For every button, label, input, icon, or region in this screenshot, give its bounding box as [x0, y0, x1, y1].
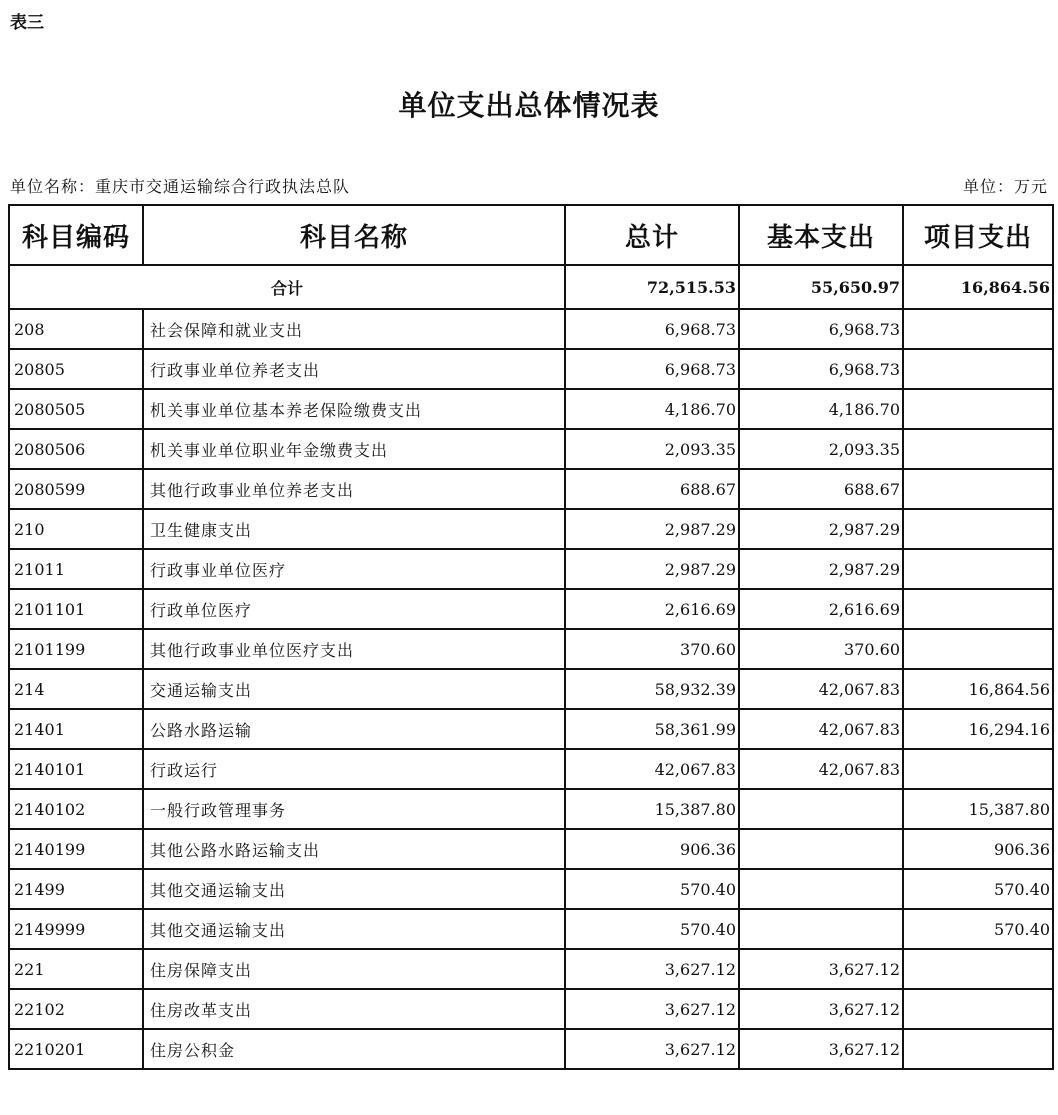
- cell-project-expenditure: 570.40: [903, 909, 1053, 949]
- unit-name-label: 单位名称：重庆市交通运输综合行政执法总队: [10, 177, 351, 196]
- cell-basic-expenditure: 370.60: [739, 629, 903, 669]
- cell-subject-code: 20805: [9, 349, 143, 389]
- cell-subject-code: 2080506: [9, 429, 143, 469]
- cell-basic-expenditure: [739, 909, 903, 949]
- cell-subject-name: 行政运行: [143, 749, 565, 789]
- cell-basic-expenditure: 3,627.12: [739, 989, 903, 1029]
- cell-subject-name: 机关事业单位基本养老保险缴费支出: [143, 389, 565, 429]
- cell-subject-code: 22102: [9, 989, 143, 1029]
- cell-subject-code: 210: [9, 509, 143, 549]
- cell-subject-code: 2140199: [9, 829, 143, 869]
- cell-basic-expenditure: 2,616.69: [739, 589, 903, 629]
- cell-subject-name: 机关事业单位职业年金缴费支出: [143, 429, 565, 469]
- cell-project-expenditure: [903, 949, 1053, 989]
- header-project-expenditure: 项目支出: [903, 205, 1053, 265]
- expenditure-table: [8, 204, 1054, 1070]
- cell-total: 3,627.12: [565, 949, 739, 989]
- table-row: [9, 709, 1053, 749]
- cell-subject-name: 一般行政管理事务: [143, 789, 565, 829]
- table-row: [9, 989, 1053, 1029]
- cell-subject-code: 2101101: [9, 589, 143, 629]
- table-row: [9, 589, 1053, 629]
- cell-total: 6,968.73: [565, 349, 739, 389]
- cell-basic-expenditure: 2,987.29: [739, 549, 903, 589]
- cell-total: 6,968.73: [565, 309, 739, 349]
- cell-project-expenditure: [903, 589, 1053, 629]
- cell-project-expenditure: 16,294.16: [903, 709, 1053, 749]
- cell-basic-expenditure: 688.67: [739, 469, 903, 509]
- cell-subject-code: 2080505: [9, 389, 143, 429]
- cell-total: 370.60: [565, 629, 739, 669]
- cell-project-expenditure: 16,864.56: [903, 669, 1053, 709]
- table-row: [9, 1029, 1053, 1069]
- cell-basic-expenditure: 42,067.83: [739, 709, 903, 749]
- total-total: 72,515.53: [565, 265, 739, 309]
- cell-total: 688.67: [565, 469, 739, 509]
- cell-project-expenditure: [903, 309, 1053, 349]
- cell-project-expenditure: [903, 989, 1053, 1029]
- total-label: 合计: [9, 265, 565, 309]
- table-row: [9, 789, 1053, 829]
- cell-subject-name: 交通运输支出: [143, 669, 565, 709]
- table-header-row: [9, 205, 1053, 265]
- page-title: 单位支出总体情况表: [398, 89, 660, 122]
- cell-subject-code: 2210201: [9, 1029, 143, 1069]
- cell-basic-expenditure: [739, 869, 903, 909]
- cell-total: 3,627.12: [565, 1029, 739, 1069]
- cell-subject-name: 其他行政事业单位养老支出: [143, 469, 565, 509]
- cell-project-expenditure: [903, 349, 1053, 389]
- header-basic-expenditure: 基本支出: [739, 205, 903, 265]
- cell-basic-expenditure: 42,067.83: [739, 669, 903, 709]
- table-row: [9, 429, 1053, 469]
- header-total: 总计: [565, 205, 739, 265]
- cell-total: 58,361.99: [565, 709, 739, 749]
- currency-unit-label: 单位：万元: [962, 177, 1048, 196]
- cell-basic-expenditure: 3,627.12: [739, 1029, 903, 1069]
- cell-total: 570.40: [565, 909, 739, 949]
- cell-total: 2,616.69: [565, 589, 739, 629]
- cell-subject-name: 行政事业单位养老支出: [143, 349, 565, 389]
- cell-subject-code: 21011: [9, 549, 143, 589]
- cell-subject-code: 2080599: [9, 469, 143, 509]
- cell-basic-expenditure: 2,093.35: [739, 429, 903, 469]
- table-row: [9, 509, 1053, 549]
- cell-subject-code: 221: [9, 949, 143, 989]
- table-row: [9, 549, 1053, 589]
- cell-project-expenditure: [903, 749, 1053, 789]
- header-subject-code: 科目编码: [9, 205, 143, 265]
- cell-project-expenditure: 570.40: [903, 869, 1053, 909]
- cell-subject-name: 其他交通运输支出: [143, 869, 565, 909]
- cell-subject-code: 21401: [9, 709, 143, 749]
- table-row: [9, 829, 1053, 869]
- cell-subject-code: 208: [9, 309, 143, 349]
- cell-total: 15,387.80: [565, 789, 739, 829]
- cell-basic-expenditure: 4,186.70: [739, 389, 903, 429]
- cell-total: 3,627.12: [565, 989, 739, 1029]
- cell-subject-name: 卫生健康支出: [143, 509, 565, 549]
- cell-total: 570.40: [565, 869, 739, 909]
- cell-subject-name: 住房保障支出: [143, 949, 565, 989]
- total-basic: 55,650.97: [739, 265, 903, 309]
- table-row: [9, 629, 1053, 669]
- cell-subject-name: 住房公积金: [143, 1029, 565, 1069]
- cell-basic-expenditure: 6,968.73: [739, 349, 903, 389]
- table-row: [9, 389, 1053, 429]
- total-project: 16,864.56: [903, 265, 1053, 309]
- table-row: [9, 949, 1053, 989]
- header-subject-name: 科目名称: [143, 205, 565, 265]
- cell-subject-name: 其他行政事业单位医疗支出: [143, 629, 565, 669]
- cell-total: 2,987.29: [565, 509, 739, 549]
- cell-total: 58,932.39: [565, 669, 739, 709]
- cell-basic-expenditure: [739, 829, 903, 869]
- cell-total: 906.36: [565, 829, 739, 869]
- cell-project-expenditure: [903, 389, 1053, 429]
- table-row: [9, 349, 1053, 389]
- total-row: [9, 265, 1053, 309]
- table-number-label: 表三: [10, 13, 44, 33]
- cell-subject-code: 2101199: [9, 629, 143, 669]
- cell-subject-code: 2140101: [9, 749, 143, 789]
- cell-subject-name: 行政事业单位医疗: [143, 549, 565, 589]
- cell-total: 42,067.83: [565, 749, 739, 789]
- cell-project-expenditure: 906.36: [903, 829, 1053, 869]
- cell-subject-code: 2140102: [9, 789, 143, 829]
- cell-basic-expenditure: [739, 789, 903, 829]
- table-row: [9, 469, 1053, 509]
- cell-subject-name: 公路水路运输: [143, 709, 565, 749]
- cell-project-expenditure: [903, 629, 1053, 669]
- cell-project-expenditure: [903, 429, 1053, 469]
- cell-subject-code: 21499: [9, 869, 143, 909]
- table-row: [9, 909, 1053, 949]
- cell-subject-name: 其他交通运输支出: [143, 909, 565, 949]
- cell-subject-code: 214: [9, 669, 143, 709]
- cell-subject-name: 其他公路水路运输支出: [143, 829, 565, 869]
- table-row: [9, 309, 1053, 349]
- cell-basic-expenditure: 6,968.73: [739, 309, 903, 349]
- cell-subject-name: 行政单位医疗: [143, 589, 565, 629]
- cell-basic-expenditure: 42,067.83: [739, 749, 903, 789]
- table-row: [9, 669, 1053, 709]
- cell-project-expenditure: [903, 549, 1053, 589]
- cell-project-expenditure: [903, 1029, 1053, 1069]
- cell-total: 2,093.35: [565, 429, 739, 469]
- cell-project-expenditure: [903, 469, 1053, 509]
- table-row: [9, 869, 1053, 909]
- table-row: [9, 749, 1053, 789]
- cell-subject-code: 2149999: [9, 909, 143, 949]
- cell-project-expenditure: 15,387.80: [903, 789, 1053, 829]
- cell-basic-expenditure: 2,987.29: [739, 509, 903, 549]
- cell-total: 4,186.70: [565, 389, 739, 429]
- cell-total: 2,987.29: [565, 549, 739, 589]
- cell-basic-expenditure: 3,627.12: [739, 949, 903, 989]
- cell-subject-name: 住房改革支出: [143, 989, 565, 1029]
- cell-project-expenditure: [903, 509, 1053, 549]
- cell-subject-name: 社会保障和就业支出: [143, 309, 565, 349]
